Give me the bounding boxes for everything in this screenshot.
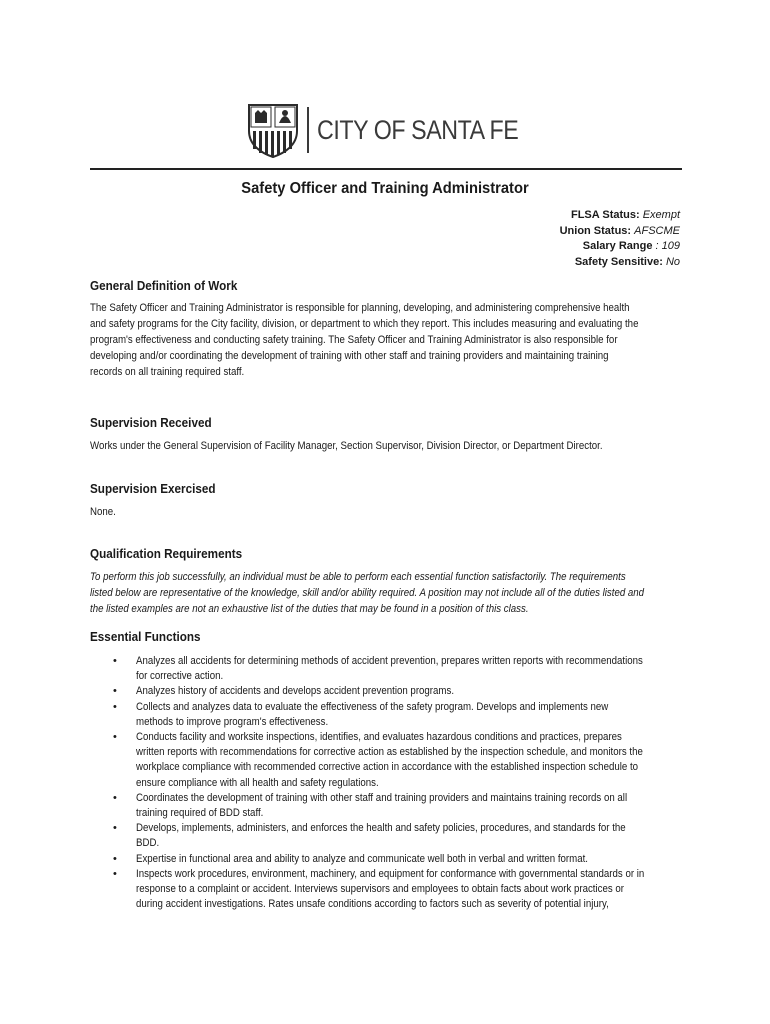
meta-key: Safety Sensitive:: [574, 255, 663, 268]
bullet-icon: •: [113, 791, 117, 804]
list-item-line: Conducts facility and worksite inspections, identifies, and evaluates hazardous conditions and practices, prepares: [136, 731, 622, 744]
list-item-line: response to a complaint or accident. Interviews supervisors and employees to obtain facts about work practices or: [136, 883, 625, 896]
text-line: the listed examples are not an exhaustive list of the duties that may be found in a position of this class.: [90, 603, 529, 615]
text-line: To perform this job successfully, an individual must be able to perform each essential function satisfactorily. The requirements: [90, 571, 626, 583]
meta-value: AFSCME: [634, 224, 680, 237]
meta-value: : 109: [655, 240, 680, 252]
meta-key: FLSA Status:: [570, 209, 640, 221]
list-item: [0, 700, 770, 730]
list-item: [0, 730, 770, 791]
list-item-line: methods to improve program's effectiveness.: [136, 715, 329, 728]
logo-divider: [307, 107, 309, 153]
city-seal-icon: [245, 101, 301, 159]
bullet-icon: •: [113, 685, 117, 698]
text-line: program's effectiveness and conducting safety training. The Safety Officer and Training Administrator is also responsible for: [90, 334, 618, 346]
list-item-line: BDD.: [136, 837, 160, 850]
list-item: [0, 684, 770, 699]
list-item: [0, 821, 770, 851]
meta-row: [560, 224, 680, 240]
list-item-line: training required of BDD staff.: [136, 807, 264, 820]
text-line: None.: [90, 506, 116, 518]
list-item: [0, 867, 770, 913]
list-item-line: Inspects work procedures, environment, machinery, and equipment for conformance with governmental standards or in: [136, 867, 645, 880]
list-item-line: written reports with recommendations for corrective action as established by the inspection schedule, and monitors the: [136, 746, 643, 759]
text-line: records on all training required staff.: [90, 366, 245, 378]
list-item-line: workplace compliance with recommended corrective action in accordance with the established inspection schedule to: [136, 761, 639, 774]
text-line: listed below are representative of the knowledge, skill and/or ability required. A position may not include all of the duties listed and: [90, 587, 645, 599]
supervision-exercised-text: [90, 504, 690, 520]
heading-essential-functions: Essential Functions: [90, 629, 201, 644]
heading-qualification-requirements: Qualification Requirements: [90, 546, 243, 561]
list-item-line: for corrective action.: [136, 670, 224, 683]
list-item: [0, 791, 770, 821]
meta-row: [560, 208, 680, 224]
qualification-text: [90, 569, 690, 617]
general-definition-text: [90, 300, 690, 380]
meta-row: [560, 255, 680, 271]
heading-general-definition: General Definition of Work: [90, 278, 238, 293]
text-line: and safety programs for the City facility, division, or department to which they report. This includes measuring and evaluating the: [90, 318, 639, 330]
city-logo: [245, 100, 551, 160]
list-item-line: Analyzes history of accidents and develops accident prevention programs.: [136, 685, 455, 698]
document-title: Safety Officer and Training Administrator: [241, 180, 529, 197]
list-item: [0, 654, 770, 684]
logo-wordmark: CITY OF SANTA FE: [317, 114, 519, 145]
header-rule: [90, 168, 682, 170]
meta-key: Union Status:: [559, 224, 632, 237]
list-item-line: Coordinates the development of training with other staff and training providers and maintains training records on all: [136, 791, 628, 804]
list-item-line: ensure compliance with all health and safety regulations.: [136, 776, 379, 789]
meta-value: No: [665, 255, 680, 268]
list-item-line: Develops, implements, administers, and enforces the health and safety policies, procedures, and standards for the: [136, 822, 626, 835]
heading-supervision-received: Supervision Received: [90, 415, 212, 430]
bullet-icon: •: [113, 655, 117, 667]
text-line: The Safety Officer and Training Administrator is responsible for planning, developing, and administering comprehensive health: [90, 302, 630, 314]
job-meta: [560, 208, 680, 270]
bullet-icon: •: [113, 852, 117, 865]
list-item: [0, 852, 770, 867]
supervision-received-text: [90, 438, 690, 454]
meta-row: [560, 239, 680, 255]
list-item-line: Collects and analyzes data to evaluate the effectiveness of the safety program. Develops and implements new: [136, 700, 609, 713]
bullet-icon: •: [113, 822, 117, 835]
bullet-icon: •: [113, 731, 117, 744]
essential-functions-list: [0, 654, 770, 912]
bullet-icon: •: [113, 700, 117, 713]
bullet-icon: •: [113, 867, 117, 880]
heading-supervision-exercised: Supervision Exercised: [90, 481, 216, 496]
meta-value: Exempt: [642, 209, 680, 221]
list-item-line: during accident investigations. Rates unsafe conditions according to factors such as severity of potential injury,: [136, 898, 609, 911]
text-line: developing and/or coordinating the development of training with other staff and training providers and maintaining training: [90, 350, 609, 362]
meta-key: Salary Range: [582, 240, 653, 252]
text-line: Works under the General Supervision of Facility Manager, Section Supervisor, Division Director, or Department Director.: [90, 440, 603, 452]
list-item-line: Analyzes all accidents for determining methods of accident prevention, prepares written reports with recommendations: [136, 655, 643, 667]
list-item-line: Expertise in functional area and ability to analyze and communicate well both in verbal and written format.: [136, 852, 588, 865]
